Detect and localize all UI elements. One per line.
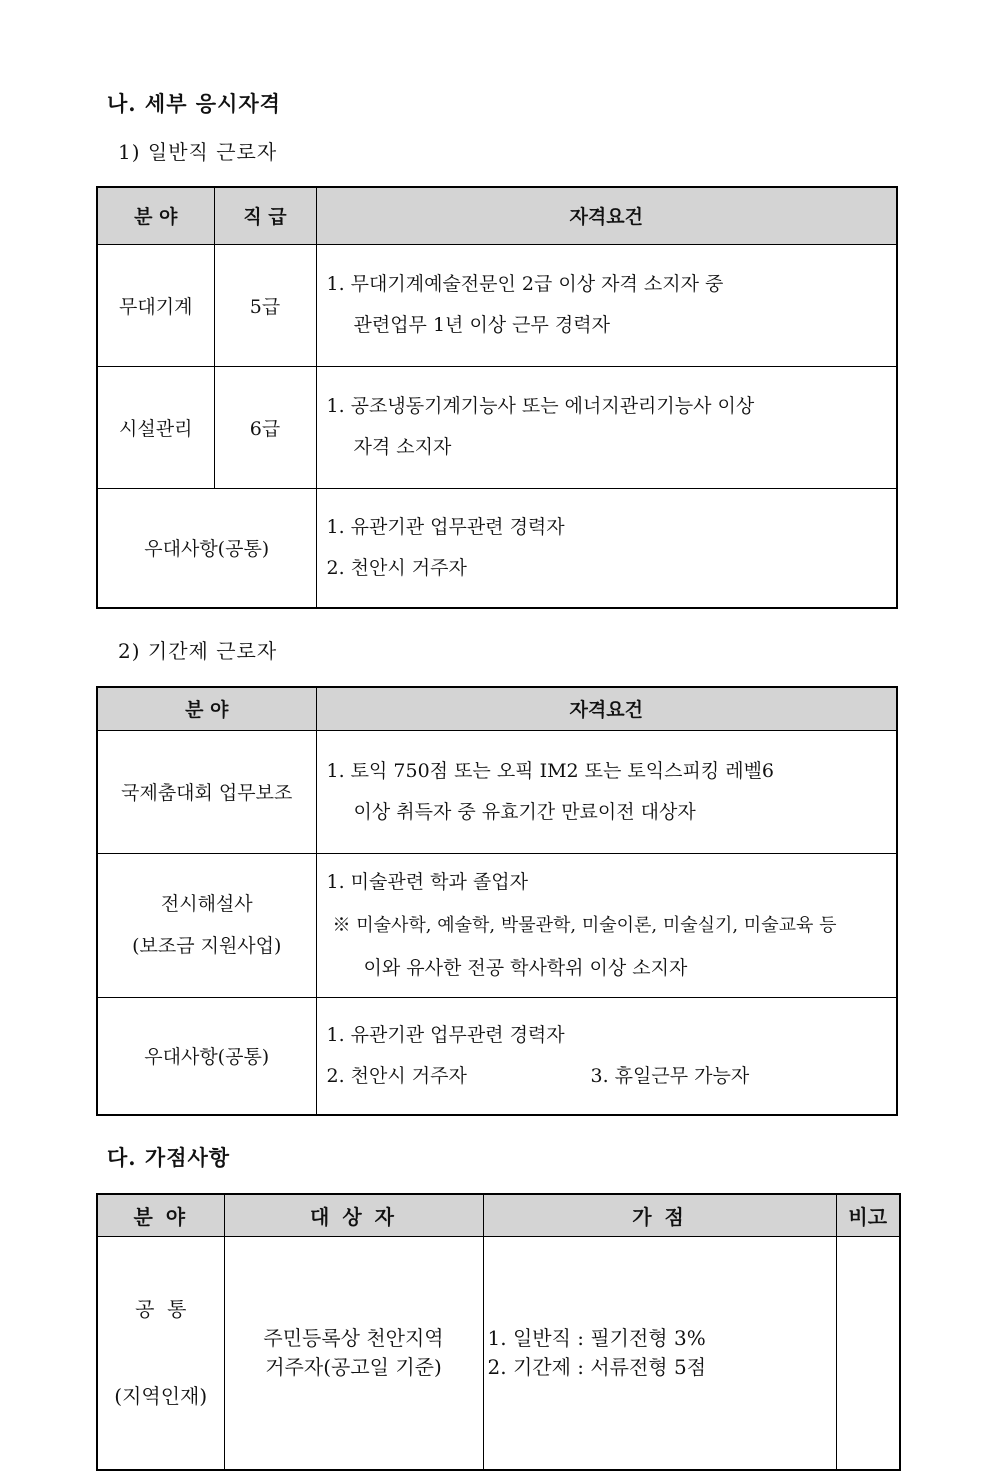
preference-label: 우대사항(공통) bbox=[97, 997, 316, 1115]
section-title-detail-qualifications: 나. 세부 응시자격 bbox=[107, 91, 281, 116]
field-line: (보조금 지원사업) bbox=[132, 935, 282, 957]
field-cell: 시설관리 bbox=[97, 366, 214, 488]
field-line: 전시해설사 bbox=[160, 893, 253, 915]
preference-item: 3. 휴일근무 가능자 bbox=[590, 1064, 750, 1087]
header-points: 가 점 bbox=[483, 1194, 836, 1236]
requirement-line: 1. 무대기계예술전문인 2급 이상 자격 소지자 중 bbox=[326, 273, 724, 295]
preference-cell bbox=[316, 997, 897, 1115]
points-line: 2. 기간제 : 서류전형 5점 bbox=[487, 1354, 707, 1379]
points-cell bbox=[483, 1236, 836, 1470]
preference-cell bbox=[316, 488, 897, 608]
regular-workers-table bbox=[96, 186, 898, 609]
header-field: 분 야 bbox=[97, 1194, 224, 1236]
requirements-cell bbox=[316, 366, 897, 488]
header-field: 분 야 bbox=[97, 187, 214, 244]
subsection-title-fixed-term-workers: 2) 기간제 근로자 bbox=[118, 639, 278, 663]
points-line: 1. 일반직 : 필기전형 3% bbox=[487, 1325, 706, 1350]
header-target: 대 상 자 bbox=[224, 1194, 483, 1236]
grade-cell: 5급 bbox=[214, 244, 316, 366]
target-line: 거주자(공고일 기준) bbox=[265, 1354, 442, 1379]
target-cell bbox=[224, 1236, 483, 1470]
preference-label: 우대사항(공통) bbox=[97, 488, 316, 608]
subsection-title-regular-workers: 1) 일반직 근로자 bbox=[118, 140, 278, 164]
bonus-points-table bbox=[96, 1193, 901, 1471]
requirements-cell bbox=[316, 853, 897, 997]
remark-cell bbox=[836, 1236, 900, 1470]
header-requirements: 자격요건 bbox=[316, 687, 897, 730]
preference-item: 2. 천안시 거주자 bbox=[326, 1064, 467, 1087]
preference-line: 1. 유관기관 업무관련 경력자 bbox=[326, 515, 565, 538]
header-requirements: 자격요건 bbox=[316, 187, 897, 244]
fixed-term-workers-table bbox=[96, 686, 898, 1116]
field-cell bbox=[97, 1236, 224, 1470]
header-remark: 비고 bbox=[836, 1194, 900, 1236]
requirement-line: 이상 취득자 중 유효기간 만료이전 대상자 bbox=[353, 800, 696, 823]
preference-line: 2. 천안시 거주자 bbox=[326, 556, 467, 579]
note-line: 이와 유사한 전공 학사학위 이상 소지자 bbox=[363, 956, 688, 979]
header-field: 분 야 bbox=[97, 687, 316, 730]
requirement-line: 관련업무 1년 이상 근무 경력자 bbox=[353, 314, 610, 336]
target-line: 주민등록상 천안지역 bbox=[263, 1325, 444, 1350]
field-cell: 국제춤대회 업무보조 bbox=[97, 730, 316, 853]
requirement-line: 1. 공조냉동기계기능사 또는 에너지관리기능사 이상 bbox=[326, 395, 755, 417]
requirement-line: 1. 토익 750점 또는 오픽 IM2 또는 토익스피킹 레벨6 bbox=[326, 759, 775, 782]
preference-line: 1. 유관기관 업무관련 경력자 bbox=[326, 1023, 565, 1046]
requirements-cell bbox=[316, 244, 897, 366]
requirement-line: 1. 미술관련 학과 졸업자 bbox=[326, 870, 528, 893]
requirement-line: 자격 소지자 bbox=[353, 436, 452, 458]
preference-line-row bbox=[327, 1056, 897, 1097]
note-line: ※ 미술사학, 예술학, 박물관학, 미술이론, 미술실기, 미술교육 등 bbox=[332, 914, 837, 936]
field-cell bbox=[97, 853, 316, 997]
field-line: (지역인재) bbox=[114, 1383, 208, 1408]
header-grade: 직 급 bbox=[214, 187, 316, 244]
field-cell: 무대기계 bbox=[97, 244, 214, 366]
section-title-bonus-points: 다. 가점사항 bbox=[107, 1145, 231, 1170]
grade-cell: 6급 bbox=[214, 366, 316, 488]
field-line: 공 통 bbox=[135, 1296, 187, 1321]
requirements-cell bbox=[316, 730, 897, 853]
